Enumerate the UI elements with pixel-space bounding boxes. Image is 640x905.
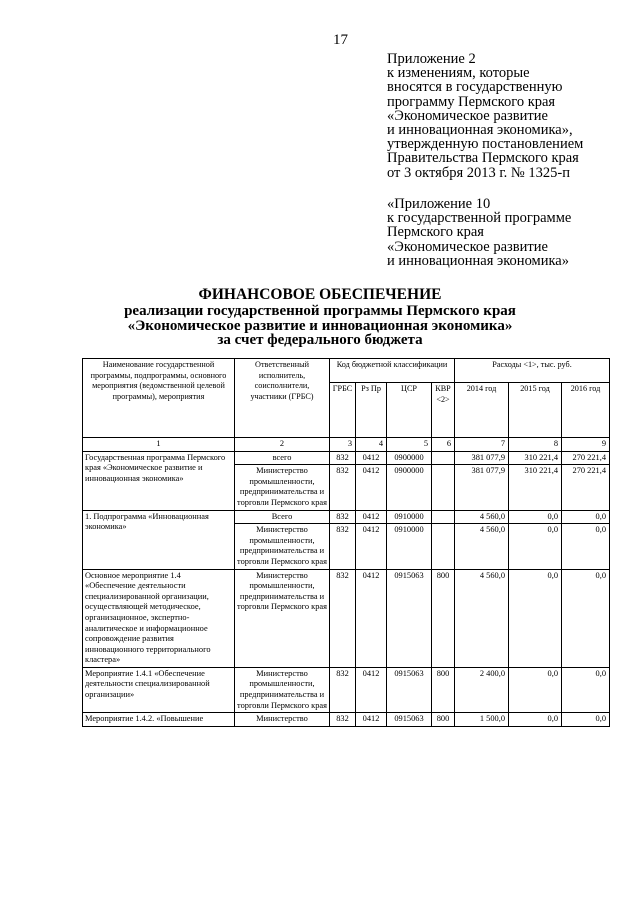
row-executor: Министерство промышленности, предпринимательства и торговли Пермского края (235, 524, 330, 569)
column-number: 9 (562, 438, 610, 452)
column-number: 7 (455, 438, 509, 452)
row-executor: Министерство промышленности, предпринимательства и торговли Пермского края (235, 569, 330, 667)
row-2016: 0,0 (562, 713, 610, 727)
header-executor: Ответственный исполнитель, соисполнители, участники (ГРБС) (235, 359, 330, 438)
header-2014: 2014 год (455, 383, 509, 438)
row-kvr (432, 524, 455, 569)
row-2014: 4 560,0 (455, 569, 509, 667)
row-executor: Всего (235, 510, 330, 524)
row-rzpr: 0412 (356, 451, 387, 465)
table-row (83, 451, 610, 465)
header-rzpr: Рз Пр (356, 383, 387, 438)
row-2015: 0,0 (509, 510, 562, 524)
row-kvr (432, 451, 455, 465)
row-2014: 4 560,0 (455, 524, 509, 569)
header-name: Наименование государственной программы, подпрограммы, основного мероприятия (ведомственной целевой программы), мероприятия (83, 359, 235, 438)
row-csr: 0915063 (387, 569, 432, 667)
header-row (83, 359, 610, 383)
row-kvr: 800 (432, 713, 455, 727)
row-rzpr: 0412 (356, 667, 387, 712)
financing-table (82, 358, 610, 727)
row-2014: 1 500,0 (455, 713, 509, 727)
column-number: 4 (356, 438, 387, 452)
appendix-line: вносятся в государственную (387, 79, 563, 96)
row-2016: 270 221,4 (562, 451, 610, 465)
appendix-line: Приложение 2 (387, 51, 476, 67)
row-2014: 381 077,9 (455, 465, 509, 510)
row-2015: 0,0 (509, 713, 562, 727)
appendix-line: к государственной программе (387, 210, 572, 227)
row-csr: 0900000 (387, 465, 432, 510)
row-executor: Министерство промышленности, предпринимательства и торговли Пермского края (235, 667, 330, 712)
row-name: Мероприятие 1.4.1 «Обеспечение деятельности специализированной организации» (83, 667, 235, 712)
row-2016: 0,0 (562, 667, 610, 712)
appendix-line: «Экономическое развитие (387, 107, 548, 124)
subtitle-line: реализации государственной программы Пермского края (124, 303, 516, 319)
row-grbs: 832 (330, 451, 356, 465)
header-csr: ЦСР (387, 383, 432, 438)
row-rzpr: 0412 (356, 510, 387, 524)
row-2015: 310 221,4 (509, 451, 562, 465)
row-2015: 310 221,4 (509, 465, 562, 510)
document-title: ФИНАНСОВОЕ ОБЕСПЕЧЕНИЕ (198, 286, 442, 303)
appendix-line: «Приложение 10 (387, 196, 491, 212)
row-2016: 0,0 (562, 524, 610, 569)
appendix-line: от 3 октября 2013 г. № 1325-п (387, 164, 570, 181)
row-executor: Министерство (235, 713, 330, 727)
row-csr: 0910000 (387, 524, 432, 569)
row-2015: 0,0 (509, 524, 562, 569)
column-number: 2 (235, 438, 330, 452)
row-grbs: 832 (330, 667, 356, 712)
row-2015: 0,0 (509, 667, 562, 712)
row-grbs: 832 (330, 510, 356, 524)
row-2014: 4 560,0 (455, 510, 509, 524)
row-grbs: 832 (330, 569, 356, 667)
row-rzpr: 0412 (356, 524, 387, 569)
row-2015: 0,0 (509, 569, 562, 667)
table-row (83, 569, 610, 667)
row-kvr: 800 (432, 569, 455, 667)
column-number: 8 (509, 438, 562, 452)
table-row (83, 667, 610, 712)
row-csr: 0915063 (387, 713, 432, 727)
header-expenses-group: Расходы <1>, тыс. руб. (455, 359, 610, 383)
row-csr: 0915063 (387, 667, 432, 712)
column-number: 3 (330, 438, 356, 452)
row-csr: 0910000 (387, 510, 432, 524)
row-rzpr: 0412 (356, 465, 387, 510)
document-subtitle (0, 304, 640, 348)
table-row (83, 713, 610, 727)
row-name: Основное мероприятие 1.4 «Обеспечение деятельности специализированной организации, осуществляющей методическое, организационное, экспертно-аналитическое и информационное сопровождение развития инновационного территориального кластера» (83, 569, 235, 667)
header-2016: 2016 год (562, 383, 610, 438)
row-2014: 381 077,9 (455, 451, 509, 465)
column-number: 1 (83, 438, 235, 452)
appendix-line: «Экономическое развитие (387, 238, 548, 255)
row-2016: 0,0 (562, 569, 610, 667)
table-row (83, 510, 610, 524)
row-name: Мероприятие 1.4.2. «Повышение (83, 713, 235, 727)
page-number: 17 (333, 32, 348, 48)
column-number: 5 (387, 438, 432, 452)
header-kvr: КВР <2> (432, 383, 455, 438)
row-kvr (432, 510, 455, 524)
row-grbs: 832 (330, 524, 356, 569)
appendix-line: утвержденную постановлением (387, 136, 584, 153)
appendix-line: Пермского края (387, 224, 484, 241)
appendix-line: программу Пермского края (387, 93, 556, 110)
header-code-group: Код бюджетной классификации (330, 359, 455, 383)
row-executor: Министерство промышленности, предпринимательства и торговли Пермского края (235, 465, 330, 510)
program-appendix-note (387, 197, 571, 268)
row-grbs: 832 (330, 465, 356, 510)
row-2016: 270 221,4 (562, 465, 610, 510)
column-number-row (83, 438, 610, 452)
row-grbs: 832 (330, 713, 356, 727)
row-2014: 2 400,0 (455, 667, 509, 712)
column-number: 6 (432, 438, 455, 452)
appendix-line: к изменениям, которые (387, 65, 530, 82)
appendix-line: и инновационная экономика» (387, 252, 569, 269)
row-rzpr: 0412 (356, 713, 387, 727)
row-kvr (432, 465, 455, 510)
appendix-line: и инновационная экономика», (387, 122, 573, 139)
row-csr: 0900000 (387, 451, 432, 465)
subtitle-line: за счет федерального бюджета (217, 332, 423, 348)
row-kvr: 800 (432, 667, 455, 712)
row-2016: 0,0 (562, 510, 610, 524)
appendix-note (387, 52, 583, 180)
subtitle-line: «Экономическое развитие и инновационная экономика» (127, 317, 513, 334)
appendix-line: Правительства Пермского края (387, 150, 579, 167)
header-2015: 2015 год (509, 383, 562, 438)
header-grbs: ГРБС (330, 383, 356, 438)
row-name: Государственная программа Пермского края «Экономическое развитие и инновационная экономика» (83, 451, 235, 510)
row-name: 1. Подпрограмма «Инновационная экономика» (83, 510, 235, 569)
row-rzpr: 0412 (356, 569, 387, 667)
row-executor: всего (235, 451, 330, 465)
